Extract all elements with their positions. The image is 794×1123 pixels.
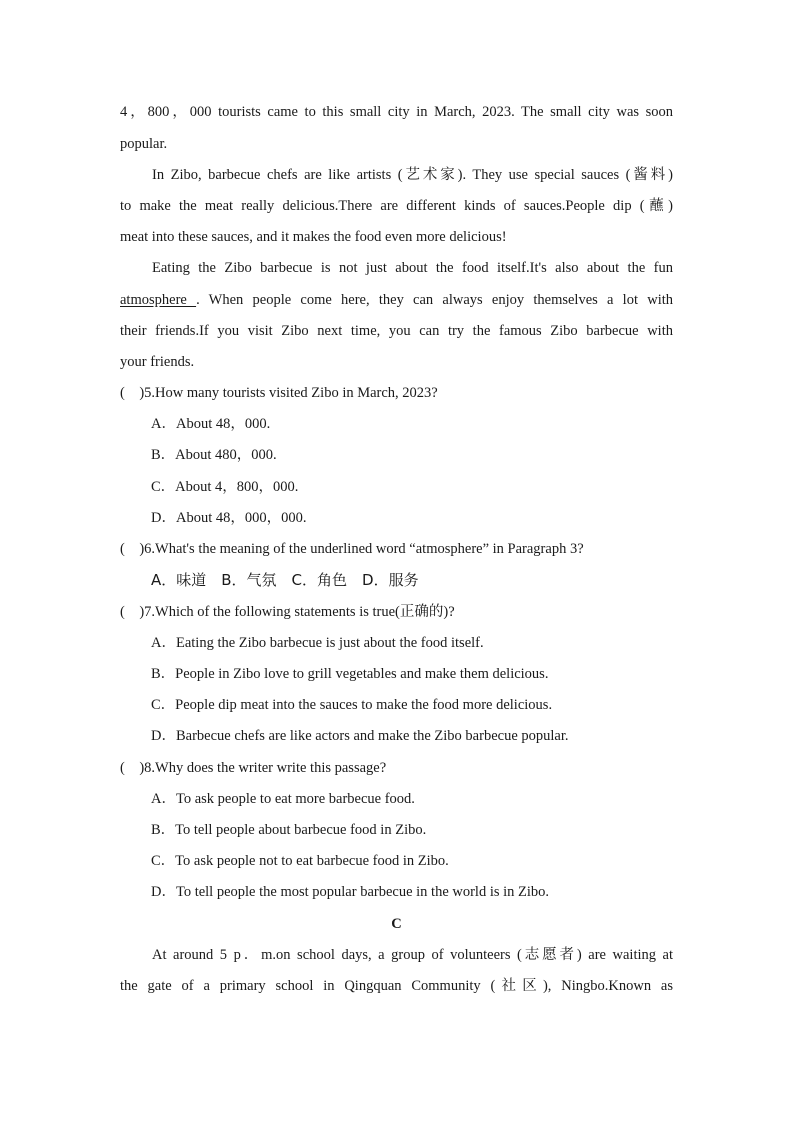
passage-line: the gate of a primary school in Qingquan Community (社区), Ningbo.Known as — [120, 978, 673, 994]
options-inline: A．味道 B．气氛 C．角色 D．服务 — [151, 571, 419, 589]
option-a: A．Eating the Zibo barbecue is just about the food itself. — [151, 635, 484, 651]
underlined-word: atmosphere — [120, 292, 197, 308]
passage-line-rest: . When people come here, they can always enjoy themselves a lot with — [196, 292, 674, 308]
option-a: A．About 48，000. — [151, 416, 271, 432]
passage-line: to make the meat really delicious.There are different kinds of sauces.People dip (蘸) — [120, 198, 673, 214]
passage-line: Eating the Zibo barbecue is not just about the food itself.It's also about the fun — [152, 260, 673, 276]
passage-line: In Zibo, barbecue chefs are like artists (艺术家). They use special sauces (酱料) — [152, 167, 673, 183]
passage-line: At around 5 p．m.on school days, a group of volunteers (志愿者) are waiting at — [152, 947, 673, 963]
option-c: C．To ask people not to eat barbecue food in Zibo. — [151, 853, 449, 869]
question-stem: ( )6.What's the meaning of the underlined word “atmosphere” in Paragraph 3? — [120, 541, 584, 557]
passage-line: your friends. — [120, 354, 195, 370]
passage-line — [120, 290, 673, 310]
option-d: D．To tell people the most popular barbecue in the world is in Zibo. — [151, 884, 550, 900]
passage-line: meat into these sauces, and it makes the food even more delicious! — [120, 229, 507, 245]
question-stem: ( )7.Which of the following statements is true(正确的)? — [120, 604, 455, 620]
option-b: B．About 480，000. — [151, 447, 277, 463]
question-stem: ( )8.Why does the writer write this passage? — [120, 760, 387, 776]
question-stem: ( )5.How many tourists visited Zibo in March, 2023? — [120, 385, 438, 401]
option-a: A．To ask people to eat more barbecue food. — [151, 791, 415, 807]
option-c: C．About 4，800，000. — [151, 479, 299, 495]
passage-line: popular. — [120, 136, 168, 152]
option-c: C．People dip meat into the sauces to make the food more delicious. — [151, 697, 553, 713]
passage-line: 4，800，000 tourists came to this small city in March, 2023. The small city was soon — [120, 104, 673, 120]
option-d: D．Barbecue chefs are like actors and make the Zibo barbecue popular. — [151, 728, 569, 744]
option-b: B．To tell people about barbecue food in Zibo. — [151, 822, 427, 838]
section-heading: C — [391, 916, 402, 932]
option-b: B．People in Zibo love to grill vegetables and make them delicious. — [151, 666, 549, 682]
option-d: D．About 48，000，000. — [151, 510, 307, 526]
passage-line: their friends.If you visit Zibo next time, you can try the famous Zibo barbecue with — [120, 323, 673, 339]
